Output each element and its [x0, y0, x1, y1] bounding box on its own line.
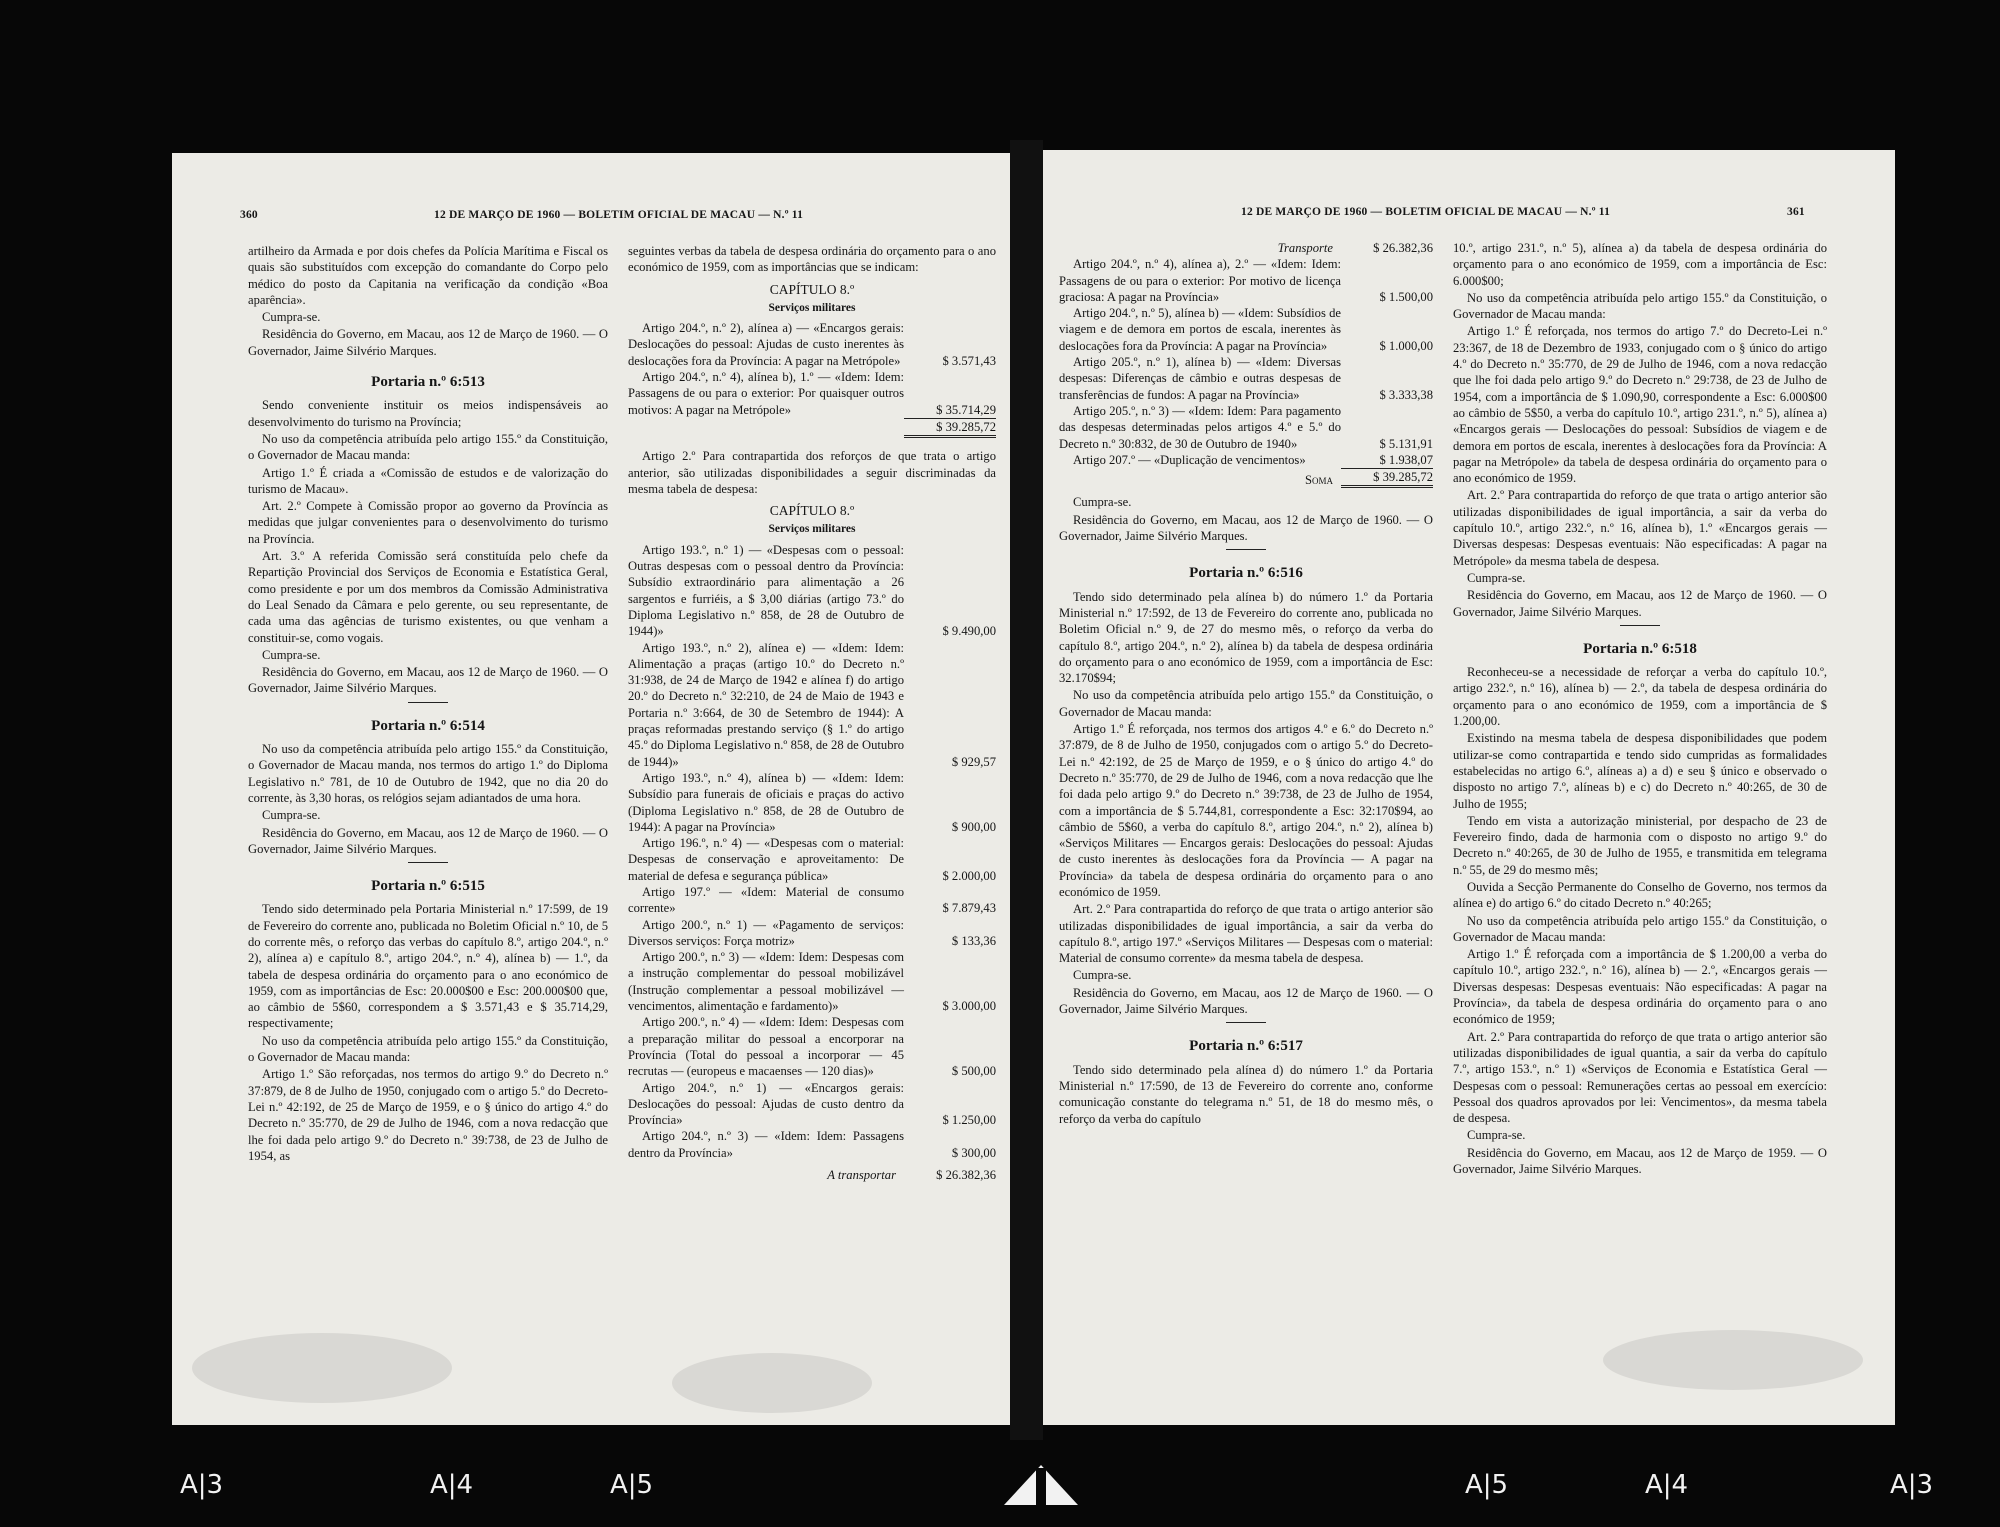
budget-amount: $ 1.938,07: [1379, 452, 1433, 467]
paragraph: Artigo 1.º É criada a «Comissão de estudos e de valorização do turismo de Macau».: [248, 465, 608, 496]
signature: Residência do Governo, em Macau, aos 12 de Março de 1960. — O Governador, Jaime Silvério Marques.: [248, 665, 608, 696]
stain: [192, 1333, 452, 1403]
chapter-subheading: Serviços militares: [768, 523, 856, 536]
budget-amount: $ 3.571,43: [942, 353, 996, 368]
budget-line-text: Artigo 204.º, n.º 4), alínea a), 2.º — «Idem: Idem: Passagens de ou para o exterior: Por motivo de licença graciosa: A pagar na Província»: [1059, 257, 1341, 304]
film-frame-label: A|5: [1465, 1470, 1509, 1500]
budget-amount: $ 2.000,00: [942, 868, 996, 883]
budget-line: [1059, 256, 1433, 305]
budget-line-text: Artigo 197.º — «Idem: Material de consumo corrente»: [628, 884, 904, 916]
sum-label: Soma: [1304, 473, 1333, 488]
budget-line-text: Artigo 207.º — «Duplicação de vencimentos»: [1073, 452, 1306, 467]
budget-line-text: Artigo 204.º, n.º 5), alínea b) — «Idem: Subsídios de viagem e de demora em portos de escala, inerentes às deslocações fora da Província: A pagar na Província»: [1059, 306, 1341, 353]
carry-forward-label: Transporte: [1277, 241, 1333, 255]
budget-line-text: Artigo 204.º, n.º 2), alínea a) — «Encargos gerais: Deslocações do pessoal: Ajudas de custo inerentes às deslocações fora da Província: A pagar na Metrópole»: [628, 321, 904, 368]
section-rule: [1620, 625, 1660, 626]
budget-line: [628, 542, 996, 640]
budget-amount: $ 1.000,00: [1379, 338, 1433, 353]
budget-line: [628, 770, 996, 835]
paragraph: Artigo 1.º São reforçadas, nos termos do artigo 9.º do Decreto n.º 37:879, de 8 de Julho de 1950, conjugado com o artigo 5.º do Decreto-Lei n.º 42:192, de 25 de Março de 1959, e o § único do artigo 4.º do Decreto n.º 35:770, de 29 de Julho de 1946, com a nova redacção que lhe foi dada pelo artigo 9.º do Decreto n.º 39:738, de 23 de Julho de 1954, as: [248, 1067, 608, 1163]
budget-line: [628, 884, 996, 917]
page-header: 12 DE MARÇO DE 1960 — BOLETIM OFICIAL DE MACAU — N.º 11: [434, 209, 804, 221]
budget-amount: $ 35.714,29: [936, 402, 996, 417]
chapter-heading: CAPÍTULO 8.º: [769, 503, 855, 519]
paragraph: Sendo conveniente instituir os meios indispensáveis ao desenvolvimento do turismo na Província;: [248, 398, 608, 429]
paragraph: Artigo 2.º Para contrapartida dos reforços de que trata o artigo anterior, são utilizadas disponibilidades a seguir discriminadas da mesma tabela de despesa:: [628, 449, 996, 496]
budget-amount: $ 929,57: [951, 754, 996, 769]
portaria-title: Portaria n.º 6:515: [371, 878, 485, 895]
paragraph: Reconheceu-se a necessidade de reforçar a verba do capítulo 10.º, artigo 232.º, n.º 16), alínea b) — 2.º, da tabela de despesa ordinária do orçamento para o ano económico de 1959, com a importância de $ 1.200,00.: [1453, 665, 1827, 729]
budget-line-text: Artigo 200.º, n.º 3) — «Idem: Idem: Despesas com a instrução complementar do pessoal mobilizável (Instrução complementar a pessoal mobilizável — vencimentos, alimentação e fardamento)»: [628, 950, 904, 1014]
signature: Residência do Governo, em Macau, aos 12 de Março de 1960. — O Governador, Jaime Silvério Marques.: [248, 825, 608, 856]
paragraph: Tendo em vista a autorização ministerial, por despacho de 23 de Fevereiro findo, dada de harmonia com o disposto no artigo 9.º do Decreto n.º 40:265, de 30 de Julho de 1955, e transmitida em telegrama n.º 55, de 29 do mesmo mês;: [1453, 813, 1827, 877]
left-column-1: [248, 243, 608, 1165]
budget-line-text: Artigo 196.º, n.º 4) — «Despesas com o material: Despesas de conservação e aproveitamento: De material de defesa e segurança pública»: [628, 836, 904, 883]
film-frame-label: A|5: [610, 1470, 654, 1500]
budget-amount: $ 900,00: [951, 819, 996, 834]
cumpra-se: Cumpra-se.: [1467, 570, 1526, 585]
portaria-title: Portaria n.º 6:514: [371, 717, 485, 734]
portaria-title: Portaria n.º 6:518: [1583, 640, 1697, 657]
signature: Residência do Governo, em Macau, aos 12 de Março de 1959. — O Governador, Jaime Silvério Marques.: [1453, 1145, 1827, 1177]
paragraph: Art. 2.º Para contrapartida do reforço de que trata o artigo anterior são utilizadas disponibilidades de igual importância, a sair da verba do capítulo 10.º, artigo 232.º, n.º 16, alínea b), 1.º «Encargos gerais — Diversas despesas: Despesas eventuais: Não especificadas: A pagar na Metrópole» da mesma tabela de despesa.: [1453, 488, 1827, 568]
budget-amount: $ 133,36: [951, 933, 996, 948]
budget-line: [1059, 452, 1433, 468]
cumpra-se: Cumpra-se.: [1073, 968, 1132, 983]
film-frame-label: A|3: [1890, 1470, 1934, 1500]
budget-line-text: Artigo 193.º, n.º 2), alínea e) — «Idem: Idem: Alimentação a praças (artigo 10.º do Decreto n.º 31:938, de 24 de Março de 1942 e alínea f) do artigo 20.º do Decreto n.º 32:210, de 24 de Maio de 1943 e Portaria n.º 3:664, de 30 de Setembro de 1944): A praças reformadas prestando serviço (§ 1.º do artigo 45.º do Diploma Legislativo n.º 858, de 28 de Outubro de 1944)»: [628, 640, 904, 769]
film-frame-label: A|3: [180, 1470, 224, 1500]
film-frame-label: A|4: [430, 1470, 474, 1500]
left-page: [172, 153, 1010, 1425]
budget-line: [628, 1080, 996, 1129]
paragraph: Artigo 1.º É reforçada com a importância de $ 1.200,00 a verba do capítulo 10.º, artigo 232.º, n.º 16), alínea b) — 2.º, «Encargos gerais — Diversas despesas: Despesas eventuais: Não especificadas: A pagar na Província», da tabela de despesa ordinária do orçamento para o ano económico de 1959;: [1453, 947, 1827, 1027]
budget-amount: $ 7.879,43: [942, 901, 996, 916]
budget-line-text: Artigo 200.º, n.º 1) — «Pagamento de serviços: Diversos serviços: Força motriz»: [628, 917, 904, 948]
paragraph: Ouvida a Secção Permanente do Conselho de Governo, nos termos da alínea e) do artigo 6.º do citado Decreto n.º 40:265;: [1453, 879, 1827, 911]
paragraph: No uso da competência atribuída pelo artigo 155.º da Constituição, o Governador de Macau manda, nos termos do artigo 1.º do Diploma Legislativo n.º 781, de 10 de Outubro de 1942, que no dia 20 do corrente, às 3,30 horas, os relógios sejam adiantados de uma hora.: [248, 742, 608, 805]
budget-amount: $ 5.131,91: [1379, 436, 1433, 451]
carry-forward-amount: $ 26.382,36: [936, 1168, 996, 1183]
budget-line: [628, 1128, 996, 1161]
portaria-title: Portaria n.º 6:513: [371, 374, 485, 391]
page-number: 360: [240, 209, 258, 221]
budget-line-text: Artigo 205.º, n.º 1), alínea b) — «Idem: Diversas despesas: Diferenças de câmbio e outras despesas de transferências de fundos: A pagar na Província»: [1059, 355, 1341, 402]
paragraph: No uso da competência atribuída pelo artigo 155.º da Constituição, o Governador de Macau manda:: [1059, 688, 1433, 719]
budget-line: [628, 917, 996, 950]
budget-line-text: Artigo 193.º, n.º 4), alínea b) — «Idem: Idem: Subsídio para funerais de oficiais e praças do activo (Diploma Legislativo n.º 858, de 28 de Outubro de 1944): A pagar na Província»: [628, 770, 904, 834]
budget-line-text: Artigo 204.º, n.º 3) — «Idem: Idem: Passagens dentro da Província»: [628, 1129, 904, 1160]
signature: Residência do Governo, em Macau, aos 12 de Março de 1960. — O Governador, Jaime Silvério Marques.: [1059, 512, 1433, 544]
right-column-1: [1059, 240, 1433, 1128]
budget-amount: $ 3.000,00: [942, 999, 996, 1014]
carry-forward-label: A transportar: [827, 1168, 896, 1183]
portaria-title: Portaria n.º 6:516: [1189, 565, 1303, 582]
paragraph: Existindo na mesma tabela de despesa disponibilidades que podem utilizar-se como contrapartida e tendo sido cumpridas as formalidades estabelecidas no artigo 6.º, alíneas a) a d) e seu § único e observado o disposto no artigo 7.º, alíneas b) e c) do Decreto n.º 40:265, de 30 de Julho de 1955;: [1453, 731, 1827, 811]
budget-line: [1059, 403, 1433, 452]
chapter-heading: CAPÍTULO 8.º: [769, 281, 855, 297]
right-column-2: [1453, 240, 1827, 1178]
budget-line: [1059, 305, 1433, 354]
budget-line: [628, 640, 996, 770]
paragraph: No uso da competência atribuída pelo artigo 155.º da Constituição, o Governador de Macau manda:: [1453, 913, 1827, 944]
paragraph: Art. 2.º Para contrapartida do reforço de que trata o artigo anterior são utilizadas disponibilidades de igual quantia, a sair da verba do capítulo 7.º, artigo 153.º, n.º 1) «Serviços de Economia e Estatística Geral — Despesas com o pessoal: Remunerações certas ao pessoal em exercício: Pessoal dos quadros aprovados por lei: Vencimentos», da mesma tabela de despesa.: [1453, 1029, 1827, 1126]
carry-forward-amount: $ 26.382,36: [1373, 241, 1433, 255]
paragraph: 10.º, artigo 231.º, n.º 5), alínea a) da tabela de despesa ordinária do orçamento para o ano económico de 1959, com a importância de Esc: 6.000$00;: [1453, 241, 1827, 288]
section-rule: [1226, 549, 1266, 550]
carry-forward-line: [628, 1167, 996, 1183]
budget-total: [628, 418, 996, 438]
book-gutter: [1010, 140, 1043, 1440]
section-rule: [408, 702, 448, 703]
paragraph: No uso da competência atribuída pelo artigo 155.º da Constituição, o Governador de Macau manda:: [248, 1033, 608, 1065]
paragraph: Art. 3.º A referida Comissão será constituída pelo chefe da Repartição Provincial dos Serviços de Economia e Estatística Geral, como presidente e por um dos membros da Comissão Administrativa do Leal Senado da Câmara e pelo gerente, ou seu representante, de cada uma das agências de turismo existentes, ou que venham a constituir-se, como vogais.: [248, 549, 608, 645]
budget-amount: $ 3.333,38: [1379, 387, 1433, 402]
cumpra-se: Cumpra-se.: [1073, 495, 1132, 510]
stain: [672, 1353, 872, 1413]
paragraph: Artigo 1.º É reforçada, nos termos do artigo 7.º do Decreto-Lei n.º 23:367, de 18 de Dezembro de 1933, conjugado com o § único do artigo 4.º do Decreto n.º 35:770, de 29 de Julho de 1946, com a nova redacção que lhe foi dada pelo artigo 9.º do Decreto n.º 29:738, de 23 de Julho de 1954, com a importância de $ 1.090,90, correspondente a Esc: 6.000$00 ao câmbio de 5$50, a verba do capítulo 10.º, artigo 231.º, n.º 5), alínea a) «Encargos gerais — Deslocações do pessoal: Subsídios de viagem e de demora em portos de escala, inerentes à deslocações fora da Província: A pagar na Metrópole» da tabela de despesa ordinária do orçamento para o ano económico de 1959.: [1453, 324, 1827, 486]
sum-amount: $ 39.285,72: [1341, 468, 1433, 488]
carry-forward-line: [1059, 240, 1433, 256]
budget-amount: $ 1.500,00: [1379, 289, 1433, 304]
paragraph: seguintes verbas da tabela de despesa ordinária do orçamento para o ano económico de 1959, com as importâncias que se indicam:: [628, 244, 996, 275]
budget-line-text: Artigo 193.º, n.º 1) — «Despesas com o pessoal: Outras despesas com o pessoal dentro da Província: Subsídio extraordinário para alimentação a 26 sargentos e furriéis, a $ 3,00 diárias (artigo 73.º do Diploma Legislativo n.º 858, de 28 de Outubro de 1944)»: [628, 542, 904, 639]
cumpra-se: Cumpra-se.: [262, 808, 321, 823]
right-page: [1043, 150, 1895, 1425]
budget-line: [628, 835, 996, 884]
cumpra-se: Cumpra-se.: [1467, 1128, 1526, 1143]
paragraph: Art. 2.º Para contrapartida do reforço de que trata o artigo anterior são utilizadas disponibilidades de igual importância, a sair da verba do capítulo 8.º, artigo 197.º «Serviços Militares — Despesas com o material: Material de consumo corrente» da mesma tabela de despesa.: [1059, 902, 1433, 966]
budget-line-text: Artigo 205.º, n.º 3) — «Idem: Idem: Para pagamento das despesas determinadas pelos artigos 4.º e 5.º do Decreto n.º 30:832, de 30 de Outubro de 1940»: [1059, 403, 1341, 451]
portaria-title: Portaria n.º 6:517: [1189, 1038, 1303, 1055]
budget-line: [628, 1014, 996, 1079]
budget-line: [1059, 354, 1433, 403]
budget-line: [628, 949, 996, 1014]
paragraph: Tendo sido determinado pela Portaria Ministerial n.º 17:599, de 19 de Fevereiro do corrente ano, publicada no Boletim Oficial n.º 10, de 5 do corrente mês, o reforço das verbas do capítulo 8.º, artigo 204.º, n.º 2), alínea a) e capítulo 8.º, artigo 204.º, n.º 4), alínea b) — 1.º, da tabela de despesa ordinária do orçamento para o ano económico de 1959, com as importâncias de Esc: 20.000$00 e Esc: 200.000$00 que, ao câmbio de 5$60, correspondem a $ 3.571,43 e $ 35.714,29, respectivamente;: [248, 902, 608, 1031]
budget-amount: $ 9.490,00: [942, 624, 996, 639]
page-number: 361: [1787, 206, 1805, 218]
paragraph: Tendo sido determinado pela alínea d) do número 1.º da Portaria Ministerial n.º 17:590, de 13 de Fevereiro do corrente ano, conforme comunicação constante do telegrama n.º 51, de 18 do mesmo mês, o reforço da verba do capítulo: [1059, 1062, 1433, 1126]
cumpra-se: Cumpra-se.: [262, 647, 321, 662]
paragraph: No uso da competência atribuída pelo artigo 155.º da Constituição, o Governador de Macau manda:: [1453, 290, 1827, 322]
signature: Residência do Governo, em Macau, aos 12 de Março de 1960. — O Governador, Jaime Silvério Marques.: [248, 327, 608, 358]
paragraph: Artigo 1.º É reforçada, nos termos dos artigos 4.º e 6.º do Decreto n.º 37:879, de 8 de Julho de 1950, conjugados com o artigo 5.º do Decreto-Lei n.º 42:192, de 25 de Março de 1959, e o § único do artigo 4.º do Decreto n.º 35:770, de 29 de Julho de 1946, com a nova redacção que lhe foi dada pelo artigo 9.º do Decreto n.º 39:738, de 23 de Julho de 1954, com a importância de $ 5.744,81, correspondente a Esc: 32:170$94, ao câmbio de 5$60, a verba do capítulo 8.º, artigo 204.º, n.º 2), alínea b) «Serviços Militares — Encargos gerais: Deslocações do pessoal: Ajudas de custo inerentes às deslocações fora da Província — A pagar na Província» da tabela de despesa ordinária do orçamento para o ano económico de 1959.: [1059, 722, 1433, 899]
cumpra-se: Cumpra-se.: [262, 310, 321, 325]
budget-line-text: Artigo 204.º, n.º 4), alínea b), 1.º — «Idem: Idem: Passagens de ou para o exterior: Por quaisquer outros motivos: A pagar na Metrópole»: [628, 370, 904, 417]
section-rule: [1226, 1022, 1266, 1023]
section-rule: [408, 862, 448, 863]
paragraph: artilheiro da Armada e por dois chefes da Polícia Marítima e Fiscal os quais são substituídos com excepção do comandante do Corpo pelo médico do posto da Capitania na verificação da condição «Boa aparência».: [248, 244, 608, 307]
budget-line: [628, 369, 996, 418]
budget-total-amount: $ 39.285,72: [904, 418, 996, 438]
signature: Residência do Governo, em Macau, aos 12 de Março de 1960. — O Governador, Jaime Silvério Marques.: [1059, 985, 1433, 1017]
budget-line: [628, 320, 996, 369]
page-header: 12 DE MARÇO DE 1960 — BOLETIM OFICIAL DE MACAU — N.º 11: [1241, 206, 1611, 218]
left-column-2: [628, 243, 996, 1183]
budget-amount: $ 1.250,00: [942, 1113, 996, 1128]
film-frame-label: A|4: [1645, 1470, 1689, 1500]
paragraph: No uso da competência atribuída pelo artigo 155.º da Constituição, o Governador de Macau manda:: [248, 431, 608, 463]
budget-amount: $ 300,00: [951, 1145, 996, 1160]
paragraph: Art. 2.º Compete à Comissão propor ao governo da Província as medidas que julgar convenientes para o desenvolvimento do turismo na Província.: [248, 499, 608, 546]
paragraph: Tendo sido determinado pela alínea b) do número 1.º da Portaria Ministerial n.º 17:592, de 13 de Fevereiro do corrente ano, publicada no Boletim Oficial n.º 9, de 27 do mesmo mês, o reforço da verba do capítulo 8.º, artigo 204.º, n.º 2), alínea b) da tabela de despesa ordinária do orçamento para o ano económico de 1959, com a importância de Esc: 32.170$94;: [1059, 589, 1433, 686]
budget-sum: [1059, 468, 1433, 488]
stain: [1603, 1330, 1863, 1390]
signature: Residência do Governo, em Macau, aos 12 de Março de 1960. — O Governador, Jaime Silvério Marques.: [1453, 588, 1827, 619]
budget-line-text: Artigo 200.º, n.º 4) — «Idem: Idem: Despesas com a preparação militar do pessoal a encorporar na Província (Total do pessoal a incorporar — 45 recrutas — (europeus e macaenses — 120 dias)»: [628, 1015, 904, 1079]
budget-amount: $ 500,00: [951, 1064, 996, 1079]
chapter-subheading: Serviços militares: [768, 301, 856, 314]
budget-line-text: Artigo 204.º, n.º 1) — «Encargos gerais: Deslocações do pessoal: Ajudas de custo dentro da Província»: [628, 1080, 904, 1128]
